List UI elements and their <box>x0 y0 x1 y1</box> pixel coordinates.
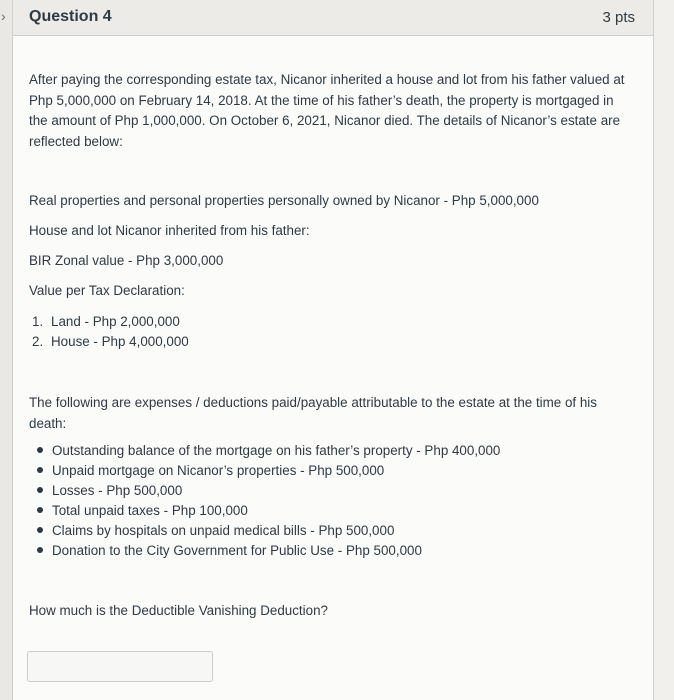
answer-input[interactable] <box>27 651 213 682</box>
list-item: Outstanding balance of the mortgage on his father’s property - Php 400,000 <box>32 442 500 460</box>
detail-line-inherited: House and lot Nicanor inherited from his father: <box>29 223 310 238</box>
list-item: Losses - Php 500,000 <box>32 482 182 500</box>
expenses-intro: The following are expenses / deductions paid/payable attributable to the estate at the time of his death: <box>29 395 597 431</box>
list-item: Total unpaid taxes - Php 100,000 <box>32 502 248 520</box>
detail-line-tax-declaration: Value per Tax Declaration: <box>29 283 185 298</box>
list-item: 2. House - Php 4,000,000 <box>32 334 189 349</box>
list-item: 1. Land - Php 2,000,000 <box>32 314 180 329</box>
question-card <box>12 0 654 700</box>
intro-paragraph: After paying the corresponding estate tax, Nicanor inherited a house and lot from his father valued at Php 5,000,000 on February 14, 2018. At the time of his father’s death, the property is mortgaged in the amount of Php 1,000,000. On October 6, 2021, Nicanor died. The details of Nicanor’s estate are reflected below: <box>29 72 625 149</box>
list-item: Donation to the City Government for Public Use - Php 500,000 <box>32 542 422 560</box>
detail-line-owned-properties: Real properties and personal properties personally owned by Nicanor - Php 5,000,000 <box>29 193 539 208</box>
question-points: 3 pts <box>602 9 635 26</box>
question-header <box>13 0 653 36</box>
left-gutter <box>0 0 12 700</box>
question-title: Question 4 <box>29 8 112 25</box>
list-item: Claims by hospitals on unpaid medical bills - Php 500,000 <box>32 522 394 540</box>
detail-line-zonal-value: BIR Zonal value - Php 3,000,000 <box>29 253 224 268</box>
chevron-right-icon: › <box>1 8 6 24</box>
list-item: Unpaid mortgage on Nicanor’s properties - Php 500,000 <box>32 462 384 480</box>
question-prompt: How much is the Deductible Vanishing Deduction? <box>29 603 328 618</box>
